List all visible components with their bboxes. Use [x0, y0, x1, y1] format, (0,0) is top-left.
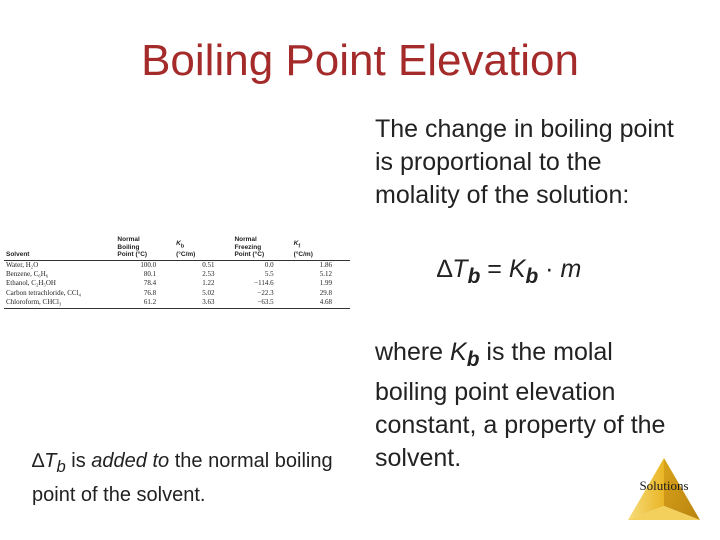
solvent-constants-table: [4, 236, 350, 309]
equation-equals: =: [480, 255, 509, 283]
equation-t: T: [452, 255, 468, 283]
table-row: [4, 270, 350, 279]
table-cell-fp: −114.6: [254, 279, 274, 288]
table-cell-bp: 80.1: [143, 269, 157, 278]
delta-symbol: ∆: [437, 255, 453, 283]
desc-k: K: [450, 338, 467, 366]
note-t: T: [44, 450, 57, 472]
solutions-badge-label: Solutions: [639, 478, 689, 493]
equation-m: m: [560, 255, 582, 283]
note-middle: is: [65, 450, 92, 472]
table-cell-bp: 76.8: [143, 288, 157, 297]
table-row: [4, 298, 350, 308]
table-row: [4, 289, 350, 298]
table-cell-solvent: Benzene, C₆H₆: [6, 269, 49, 278]
note-t-sub: b: [56, 457, 66, 476]
table-row: [4, 279, 350, 288]
equation-t-sub: b: [467, 265, 481, 288]
table-row: [4, 260, 350, 270]
desc-k-sub: b: [466, 348, 480, 371]
kb-description: [375, 336, 675, 475]
table-cell-kb: 5.02: [202, 288, 215, 297]
desc-suffix: is the molal boiling point elevation constant, a property of the solvent.: [375, 338, 666, 472]
equation-k: K: [508, 255, 526, 283]
table-cell-kf: 5.12: [319, 269, 332, 278]
table-cell-fp: 0.0: [264, 260, 274, 269]
note-delta: ∆: [32, 450, 45, 472]
note-emph: added to: [91, 450, 170, 472]
intro-text: [375, 113, 675, 212]
table-cell-kb: 2.53: [202, 269, 215, 278]
header-kb: $K_b$ (°C/m): [176, 240, 196, 258]
slide-title: Boiling Point Elevation: [141, 36, 579, 85]
delta-tb-note: [32, 447, 352, 510]
table-cell-kb: 1.22: [202, 279, 215, 288]
desc-prefix: where: [375, 338, 451, 366]
table-cell-solvent: Chloroform, CHCl₃: [4, 298, 115, 308]
table-header-row: [4, 236, 350, 260]
equation-k-sub: b: [525, 265, 539, 288]
equation-dot: ·: [538, 255, 561, 283]
table-cell-fp: −63.5: [232, 298, 291, 308]
note-rest: the normal boiling point of the solvent.: [32, 450, 333, 506]
table-cell-bp: 100.0: [140, 260, 157, 269]
table-cell-fp: −22.3: [257, 288, 274, 297]
header-kf: $K_f$ (°C/m): [293, 240, 313, 258]
table-cell-kf: 4.68: [292, 298, 350, 308]
header-boiling-point: Normal Boiling Point (°C): [117, 236, 148, 258]
boiling-point-equation: [437, 255, 581, 289]
table-cell-fp: 5.5: [264, 269, 274, 278]
table-cell-solvent: Water, H₂O: [6, 260, 39, 269]
intro-paragraph: The change in boiling point is proportional to the molality of the solution:: [375, 115, 674, 209]
header-freezing-point: Normal Freezing Point (°C): [234, 236, 265, 258]
table-cell-solvent: Ethanol, C₂H₅OH: [6, 279, 56, 288]
table-cell-bp: 61.2: [115, 298, 174, 308]
table-cell-solvent: Carbon tetrachloride, CCl₄: [6, 288, 81, 297]
table-cell-kf: 29.8: [319, 288, 332, 297]
header-solvent: Solvent: [6, 251, 30, 258]
table-cell-kf: 1.99: [319, 279, 332, 288]
table-cell-kf: 1.86: [319, 260, 332, 269]
table-cell-bp: 78.4: [143, 279, 157, 288]
table-cell-kb: 0.51: [202, 260, 215, 269]
table-cell-kb: 3.63: [174, 298, 232, 308]
